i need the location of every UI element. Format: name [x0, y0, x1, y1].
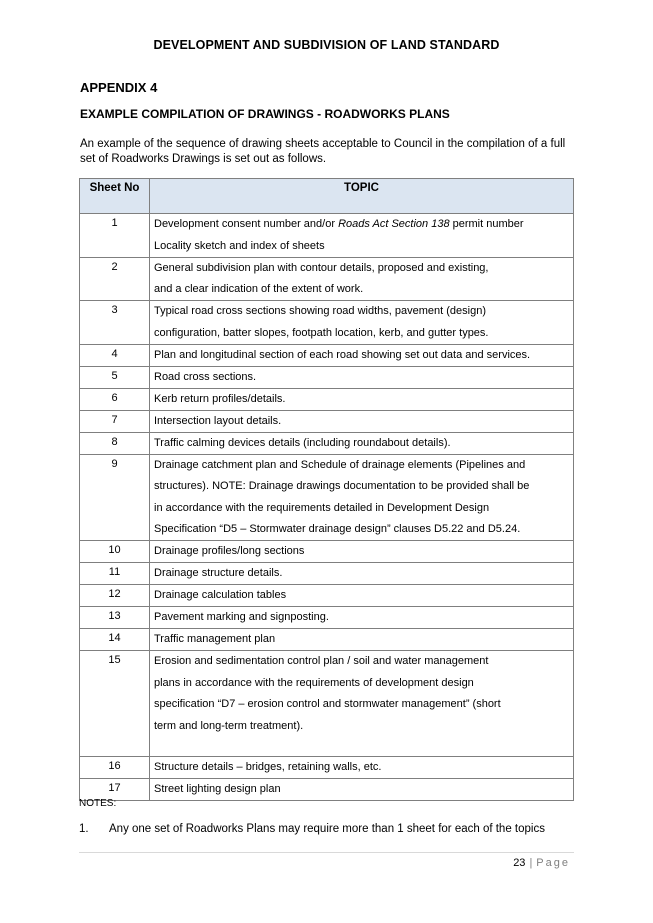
topic-line: Drainage catchment plan and Schedule of drainage elements (Pipelines and [154, 458, 526, 471]
topic-line: Specification “D5 – Stormwater drainage design” clauses D5.22 and D5.24. [154, 523, 521, 535]
topic-line: Erosion and sedimentation control plan / soil and water management [154, 655, 489, 667]
sheet-number: 17 [80, 779, 150, 801]
topic-line: Plan and longitudinal section of each road showing set out data and services. [154, 348, 531, 361]
sheet-number: 13 [80, 607, 150, 629]
table-row [80, 410, 574, 432]
table-row [80, 607, 574, 629]
topic-line [154, 217, 569, 239]
topic-line: plans in accordance with the requirements of development design [154, 676, 474, 689]
table-row [80, 301, 574, 345]
table-row [80, 757, 574, 779]
sheet-topic [150, 779, 574, 801]
page-word: Page [536, 857, 570, 869]
table-header-row [80, 179, 574, 214]
sheet-number: 10 [80, 541, 150, 563]
sheet-number: 4 [80, 344, 150, 366]
table-row [80, 779, 574, 801]
sheet-topic [150, 541, 574, 563]
sheet-topic [150, 651, 574, 757]
page-footer [513, 857, 570, 869]
sheet-topic [150, 585, 574, 607]
topic-line: specification “D7 – erosion control and stormwater management” (short [154, 698, 501, 710]
note-item [79, 823, 545, 835]
sheet-topic [150, 366, 574, 388]
sheet-number: 1 [80, 214, 150, 258]
sheet-number: 11 [80, 563, 150, 585]
sheet-topic [150, 757, 574, 779]
table-row [80, 454, 574, 541]
sheet-topic [150, 629, 574, 651]
sheet-topic [150, 344, 574, 366]
topic-line [154, 740, 569, 756]
sheet-number: 3 [80, 301, 150, 345]
topic-line: Structure details – bridges, retaining walls, etc. [154, 761, 382, 773]
sheet-number: 8 [80, 432, 150, 454]
sheet-number: 15 [80, 651, 150, 757]
note-number: 1. [79, 823, 89, 835]
act-reference: Roads Act Section 138 [338, 218, 450, 230]
note-text: Any one set of Roadworks Plans may require more than 1 sheet for each of the topics [109, 823, 545, 835]
topic-line: Pavement marking and signposting. [154, 611, 329, 623]
section-heading: EXAMPLE COMPILATION OF DRAWINGS - ROADWORKS PLANS [80, 107, 450, 121]
table-row [80, 629, 574, 651]
table-row [80, 563, 574, 585]
notes-label: NOTES: [79, 798, 117, 809]
sheet-number: 7 [80, 410, 150, 432]
sheet-number: 9 [80, 454, 150, 541]
topic-line: Street lighting design plan [154, 783, 281, 795]
sheet-topic [150, 301, 574, 345]
sheet-number: 16 [80, 757, 150, 779]
topic-line: in accordance with the requirements detailed in Development Design [154, 501, 490, 514]
sheet-number: 6 [80, 388, 150, 410]
topic-line: Drainage structure details. [154, 567, 283, 579]
table-row [80, 651, 574, 757]
topic-line: Drainage calculation tables [154, 589, 287, 601]
sheet-number: 12 [80, 585, 150, 607]
topic-line: General subdivision plan with contour details, proposed and existing, [154, 261, 489, 274]
topic-text: permit number [449, 218, 524, 230]
table-row [80, 541, 574, 563]
column-header-topic: TOPIC [150, 179, 574, 214]
topic-line: term and long-term treatment). [154, 719, 304, 732]
appendix-heading: APPENDIX 4 [80, 80, 158, 95]
topic-line: Typical road cross sections showing road widths, pavement (design) [154, 305, 486, 317]
page-separator: | [529, 857, 533, 869]
topic-line: structures). NOTE: Drainage drawings documentation to be provided shall be [154, 480, 530, 492]
sheet-topic [150, 432, 574, 454]
topic-line: Intersection layout details. [154, 414, 282, 427]
sheet-topic [150, 214, 574, 258]
topic-line: Road cross sections. [154, 370, 257, 383]
sheet-topic [150, 454, 574, 541]
footer-divider [79, 852, 574, 853]
table-row [80, 388, 574, 410]
topic-line: Kerb return profiles/details. [154, 392, 286, 405]
table-row [80, 344, 574, 366]
sheet-topic [150, 257, 574, 301]
sheet-number: 2 [80, 257, 150, 301]
sheet-topic [150, 563, 574, 585]
intro-paragraph: An example of the sequence of drawing sheets acceptable to Council in the compilation of a full set of Roadworks Drawings is set out as follows. [80, 138, 566, 165]
page-number: 23 [513, 857, 526, 869]
table-row [80, 214, 574, 258]
topic-text: Development consent number and/or [154, 218, 339, 230]
topic-line: and a clear indication of the extent of work. [154, 283, 364, 295]
topic-line: Locality sketch and index of sheets [154, 239, 325, 252]
topic-line: configuration, batter slopes, footpath location, kerb, and gutter types. [154, 326, 489, 339]
table-row [80, 257, 574, 301]
sheet-topic [150, 607, 574, 629]
sheet-number: 14 [80, 629, 150, 651]
table-row [80, 432, 574, 454]
sheet-topic [150, 410, 574, 432]
table-row [80, 585, 574, 607]
table-row [80, 366, 574, 388]
sheet-topic [150, 388, 574, 410]
column-header-sheet-no: Sheet No [80, 179, 150, 214]
topic-line: Traffic calming devices details (including roundabout details). [154, 436, 451, 449]
document-title: DEVELOPMENT AND SUBDIVISION OF LAND STANDARD [153, 38, 500, 52]
topic-line: Drainage profiles/long sections [154, 545, 305, 557]
sheet-number: 5 [80, 366, 150, 388]
topic-line: Traffic management plan [154, 633, 276, 645]
drawing-sheets-table [79, 178, 574, 801]
